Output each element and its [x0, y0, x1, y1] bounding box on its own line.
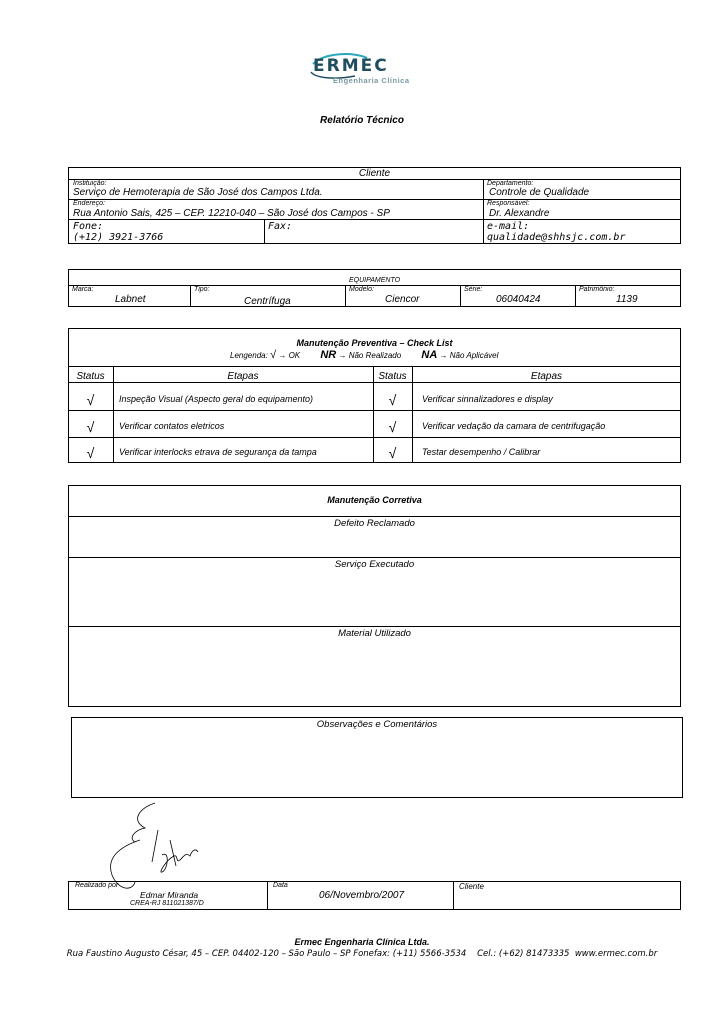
- material-label: Material Utilizado: [338, 628, 411, 639]
- legend-ok: → OK: [278, 351, 301, 360]
- tipo-value: Centrífuga: [244, 296, 291, 307]
- data-value: 06/Novembro/2007: [319, 890, 405, 901]
- check-icon: √: [86, 392, 95, 408]
- patrimonio-value: 1139: [616, 294, 638, 305]
- endereco-value: Rua Antonio Sais, 425 – CEP. 12210-040 – São José dos Campos - SP: [73, 208, 390, 219]
- tecnico-crea: CREA-RJ 811021387/D: [130, 900, 204, 907]
- responsavel-label: Responsável:: [487, 200, 530, 207]
- check-icon: √: [388, 392, 397, 408]
- corretiva-title: Manutenção Corretiva: [327, 495, 422, 505]
- legend-nr-text: → Não Realizado: [338, 351, 402, 360]
- cliente-assinatura-label: Cliente: [459, 882, 484, 891]
- cliente-title: Cliente: [358, 168, 391, 179]
- fone-label: Fone:: [73, 221, 104, 232]
- modelo-label: Modelo:: [349, 286, 374, 293]
- servico-label: Serviço Executado: [334, 559, 415, 570]
- etapas-header-left: Etapas: [227, 371, 259, 382]
- etapa-item: Inspeção Visual (Aspecto geral do equipamento): [119, 394, 313, 404]
- legend-check-icon: √: [270, 349, 277, 361]
- footer-address: Rua Faustino Augusto César, 45 – CEP. 04402-120 – São Paulo – SP Fonefax: (+11) 5566-3534 Cel.: (+62) 81473335 www.ermec.com.br: [66, 949, 658, 959]
- serie-label: Série:: [464, 286, 483, 293]
- marca-label: Marca:: [72, 286, 94, 293]
- data-label: Data: [273, 882, 288, 889]
- instituicao-label: Instituição:: [73, 180, 107, 187]
- observacoes-title: Observações e Comentários: [316, 719, 438, 730]
- fone-value: (+12) 3921-3766: [73, 232, 164, 243]
- responsavel-value: Dr. Alexandre: [489, 208, 550, 219]
- serie-value: 06040424: [496, 294, 541, 305]
- patrimonio-label: Patrimônio:: [579, 286, 615, 293]
- check-icon: √: [388, 419, 397, 435]
- footer-company: Ermec Engenharia Clínica Ltda.: [294, 937, 430, 947]
- status-header-right: Status: [378, 371, 407, 382]
- etapa-item: Verificar vedação da camara de centrifugação: [422, 421, 606, 431]
- preventiva-legend: [230, 349, 498, 361]
- legend-na-text: → Não Aplicável: [439, 351, 499, 360]
- report-title: Relatório Técnico: [320, 115, 404, 126]
- email-label: e-mail:: [487, 221, 530, 232]
- realizado-label: Realizado por: [75, 882, 119, 889]
- departamento-value: Controle de Qualidade: [489, 187, 590, 198]
- etapa-item: Verificar interlocks etrava de segurança da tampa: [119, 447, 317, 457]
- endereco-label: Endereço:: [73, 200, 105, 207]
- company-logo: [305, 50, 420, 88]
- etapas-header-right: Etapas: [530, 371, 563, 382]
- marca-value: Labnet: [115, 294, 146, 305]
- tecnico-nome: Edmar Miranda: [140, 890, 199, 900]
- legend-nr: NR: [320, 349, 337, 361]
- etapa-item: Verificar sinnalizadores e display: [422, 394, 553, 404]
- fax-label: Fax:: [268, 221, 293, 232]
- defeito-label: Defeito Reclamado: [334, 518, 415, 529]
- email-value: qualidade@shhsjc.com.br: [487, 232, 626, 243]
- check-icon: √: [86, 445, 95, 461]
- check-icon: √: [388, 445, 397, 461]
- modelo-value: Ciencor: [385, 294, 420, 305]
- check-icon: √: [86, 419, 95, 435]
- equipamento-title: EQUIPAMENTO: [348, 277, 401, 284]
- legend-na: NA: [421, 349, 438, 361]
- preventiva-title: Manutenção Preventiva – Check List: [296, 338, 453, 348]
- etapa-item: Verificar contatos eletricos: [119, 421, 225, 431]
- instituicao-value: Serviço de Hemoterapia de São José dos Campos Ltda.: [73, 187, 323, 198]
- departamento-label: Departamento:: [487, 180, 534, 187]
- logo-wordmark: ERMEC: [313, 56, 389, 76]
- etapa-item: Testar desempenho / Calibrar: [422, 447, 541, 457]
- status-header-left: Status: [76, 371, 105, 382]
- tipo-label: Tipo:: [194, 286, 210, 293]
- logo-tagline: Engenharia Clínica: [333, 76, 410, 85]
- legend-prefix: Lengenda:: [230, 351, 268, 360]
